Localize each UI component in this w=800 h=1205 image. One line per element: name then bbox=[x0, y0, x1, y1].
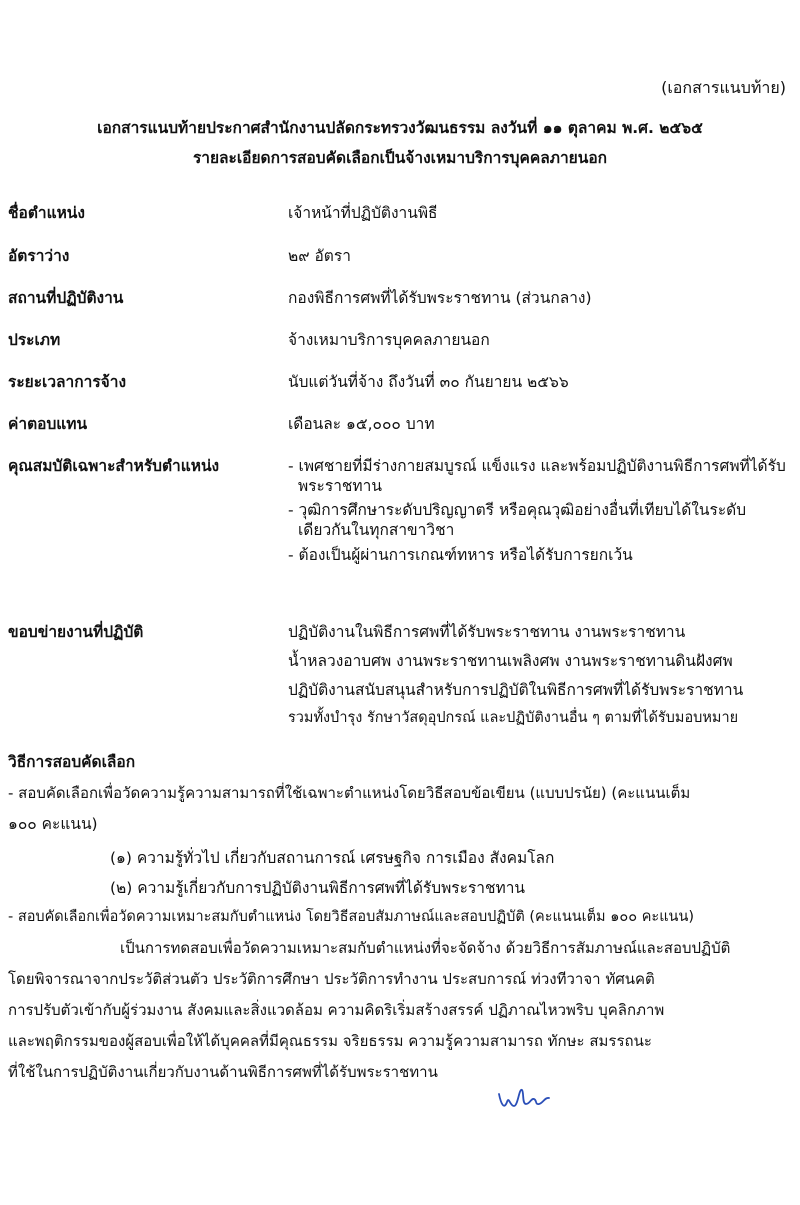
field-value: กองพิธีการศพที่ได้รับพระราชทาน (ส่วนกลาง) bbox=[288, 289, 592, 307]
field-value: เดือนละ ๑๕,๐๐๐ บาท bbox=[288, 415, 435, 433]
method-title: วิธีการสอบคัดเลือก bbox=[8, 753, 136, 771]
scope-line: ปฏิบัติงานสนับสนุนสำหรับการปฏิบัติในพิธีการศพที่ได้รับพระราชทาน bbox=[288, 681, 744, 699]
interview-paragraph-line: เป็นการทดสอบเพื่อวัดความเหมาะสมกับตำแหน่งที่จะจัดจ้าง ด้วยวิธีการสัมภาษณ์และสอบปฏิบัติ bbox=[120, 939, 731, 957]
field-label: ระยะเวลาการจ้าง bbox=[8, 373, 127, 391]
scope-text bbox=[288, 622, 794, 738]
field-label: อัตราว่าง bbox=[8, 247, 70, 265]
written-exam-line: - สอบคัดเลือกเพื่อวัดความรู้ความสามารถที่ใช้เฉพาะตำแหน่งโดยวิธีสอบข้อเขียน (แบบปรนัย) (คะแนนเต็ม bbox=[8, 784, 691, 802]
signature-image bbox=[495, 1080, 555, 1116]
field-label: ขอบข่ายงานที่ปฏิบัติ bbox=[8, 623, 144, 641]
field-label: คุณสมบัติเฉพาะสำหรับตำแหน่ง bbox=[8, 457, 220, 475]
interview-paragraph-line: ที่ใช้ในการปฏิบัติงานเกี่ยวกับงานด้านพิธีการศพที่ได้รับพระราชทาน bbox=[8, 1063, 438, 1081]
field-value: ๒๙ อัตรา bbox=[288, 247, 351, 265]
attachment-note: (เอกสารแนบท้าย) bbox=[661, 78, 786, 97]
scope-line: รวมทั้งบำรุง รักษาวัสดุอุปกรณ์ และปฏิบัติงานอื่น ๆ ตามที่ได้รับมอบหมาย bbox=[288, 710, 739, 726]
interview-paragraph-line: และพฤติกรรมของผู้สอบเพื่อให้ได้บุคคลที่มีคุณธรรม จริยธรรม ความรู้ความสามารถ ทักษะ สมรรถนะ bbox=[8, 1032, 652, 1050]
interview-exam-line: - สอบคัดเลือกเพื่อวัดความเหมาะสมกับตำแหน่ง โดยวิธีสอบสัมภาษณ์และสอบปฏิบัติ (คะแนนเต็ม ๑๐๐ คะแนน) bbox=[8, 909, 695, 925]
exam-topic-1: (๑) ความรู้ทั่วไป เกี่ยวกับสถานการณ์ เศรษฐกิจ การเมือง สังคมโลก bbox=[110, 849, 555, 867]
field-label: ประเภท bbox=[8, 331, 61, 349]
qualification-list bbox=[288, 456, 794, 569]
field-label: สถานที่ปฏิบัติงาน bbox=[8, 289, 124, 307]
exam-topic-2: (๒) ความรู้เกี่ยวกับการปฏิบัติงานพิธีการศพที่ได้รับพระราชทาน bbox=[110, 879, 526, 897]
qualification-item: - ต้องเป็นผู้ผ่านการเกณฑ์ทหาร หรือได้รับการยกเว้น bbox=[288, 545, 633, 564]
qualification-item: - เพศชายที่มีร่างกายสมบูรณ์ แข็งแรง และพร้อมปฏิบัติงานพิธีการศพที่ได้รับพระราชทาน bbox=[288, 457, 786, 496]
field-label: ชื่อตำแหน่ง bbox=[8, 204, 85, 222]
scope-line: น้ำหลวงอาบศพ งานพระราชทานเพลิงศพ งานพระราชทานดินฝังศพ bbox=[288, 652, 733, 670]
field-value: จ้างเหมาบริการบุคคลภายนอก bbox=[288, 331, 490, 349]
interview-paragraph-line: โดยพิจารณาจากประวัติส่วนตัว ประวัติการศึกษา ประวัติการทำงาน ประสบการณ์ ท่วงทีวาจา ทัศนคติ bbox=[8, 970, 655, 988]
heading-line-1: เอกสารแนบท้ายประกาศสำนักงานปลัดกระทรวงวัฒนธรรม ลงวันที่ ๑๑ ตุลาคม พ.ศ. ๒๕๖๕ bbox=[97, 119, 703, 137]
field-value: เจ้าหน้าที่ปฏิบัติงานพิธี bbox=[288, 204, 438, 222]
field-label: ค่าตอบแทน bbox=[8, 415, 88, 433]
heading-line-2: รายละเอียดการสอบคัดเลือกเป็นจ้างเหมาบริการบุคคลภายนอก bbox=[192, 149, 608, 167]
written-exam-line-cont: ๑๐๐ คะแนน) bbox=[8, 815, 98, 833]
qualification-item: - วุฒิการศึกษาระดับปริญญาตรี หรือคุณวุฒิอย่างอื่นที่เทียบได้ในระดับเดียวกันในทุกสาขาวิชา bbox=[288, 501, 747, 540]
scope-line: ปฏิบัติงานในพิธีการศพที่ได้รับพระราชทาน งานพระราชทาน bbox=[288, 623, 686, 641]
field-value: นับแต่วันที่จ้าง ถึงวันที่ ๓๐ กันยายน ๒๕๖๖ bbox=[288, 373, 569, 391]
interview-paragraph-line: การปรับตัวเข้ากับผู้ร่วมงาน สังคมและสิ่งแวดล้อม ความคิดริเริ่มสร้างสรรค์ ปฏิภาณไหวพริบ บุคลิกภาพ bbox=[8, 1001, 665, 1019]
